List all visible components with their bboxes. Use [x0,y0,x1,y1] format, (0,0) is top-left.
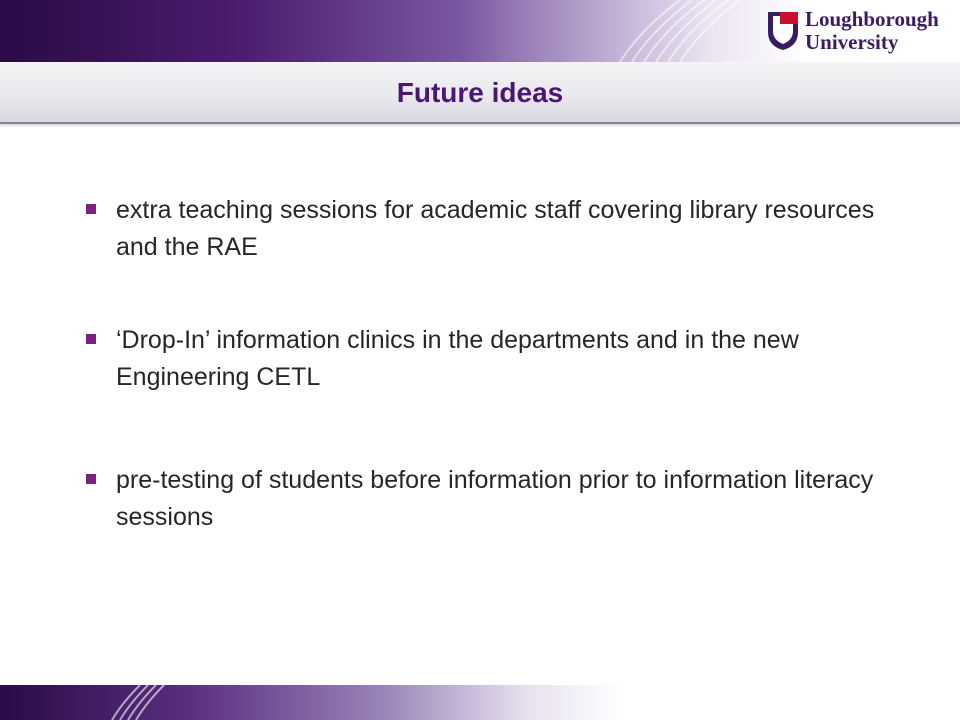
bullet-item [86,192,876,266]
bullet-square-icon [86,334,96,344]
bullet-square-icon [86,204,96,214]
footer-swoosh-lines [0,685,960,720]
bullet-item [86,462,876,536]
bullet-item [86,322,876,396]
footer-band [0,685,960,720]
slide-title: Future ideas [396,77,564,108]
loughborough-university-logo [766,8,956,56]
logo-line-1: Loughborough [805,7,939,31]
bullet-text: ‘Drop-In’ information clinics in the departments and in the new Engineering CETL [116,326,799,391]
bullet-text: pre-testing of students before information prior to information literacy sessions [116,466,874,531]
bullet-text: extra teaching sessions for academic staff covering library resources and the RAE [116,196,875,261]
university-shield-icon [766,10,800,50]
logo-wordmark [805,8,939,54]
bullet-square-icon [86,474,96,484]
logo-line-2: University [805,30,899,54]
